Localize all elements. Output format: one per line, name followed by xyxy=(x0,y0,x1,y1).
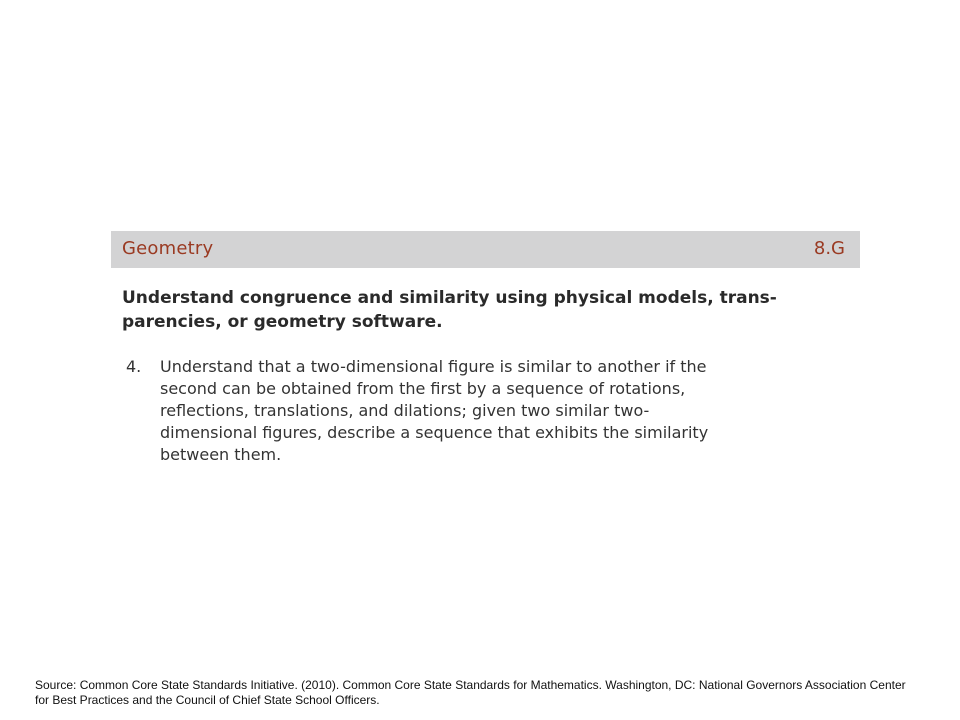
domain-code: 8.G xyxy=(813,238,845,259)
domain-title: Geometry xyxy=(122,238,214,259)
standard-text: Understand that a two-dimensional figure is similar to another if the second can be obtained from the first by a sequence of rotations, reflections, translations, and dilations; given two similar two- dimensional figures, describe a sequence that exhibits the similarity between them. xyxy=(160,357,709,464)
standard-item xyxy=(122,356,852,466)
source-citation: Source: Common Core State Standards Initiative. (2010). Common Core State Standards for Mathematics. Washington, DC: National Governors Association Center for Best Practices and the Council of Chief State School Officers. xyxy=(35,678,906,707)
domain-header-band xyxy=(111,231,860,268)
cluster-heading: Understand congruence and similarity using physical models, trans- parencies, or geometry software. xyxy=(122,288,777,332)
standard-number: 4. xyxy=(126,357,142,376)
